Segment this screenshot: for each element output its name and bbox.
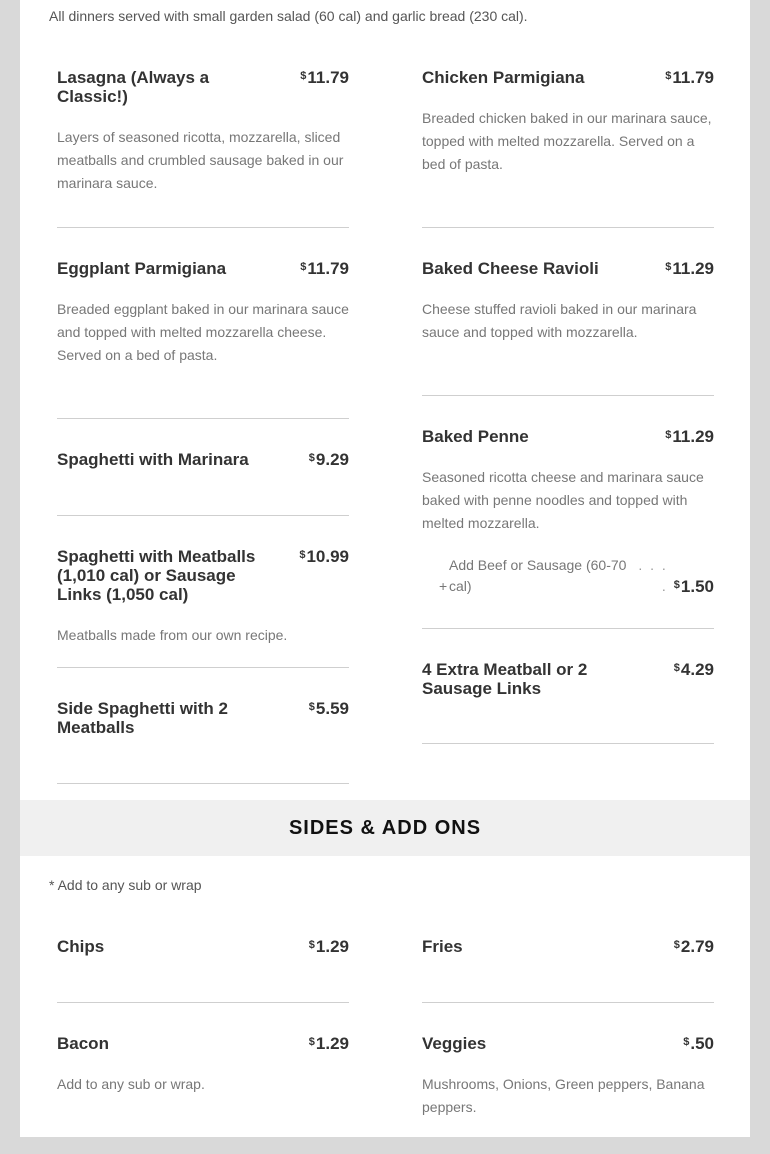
item-price: $11.79	[300, 259, 349, 278]
sides-left-column	[57, 937, 349, 1154]
menu-item[interactable]	[57, 547, 349, 668]
item-price: $9.29	[308, 450, 349, 469]
item-name: Chips	[57, 937, 105, 956]
sides-right-column	[422, 937, 714, 1154]
item-name: Fries	[422, 937, 463, 956]
item-description: Breaded eggplant baked in our marinara sauce and topped with melted mozzarella cheese. Served on a bed of pasta.	[57, 301, 349, 363]
item-price: $2.79	[673, 937, 714, 956]
menu-item[interactable]	[57, 699, 349, 784]
dinners-note: All dinners served with small garden salad (60 cal) and garlic bread (230 cal).	[49, 8, 528, 24]
menu-item[interactable]	[57, 259, 349, 419]
item-price: $.50	[683, 1034, 714, 1053]
item-name: Spaghetti with Meatballs (1,010 cal) or Sausage Links (1,050 cal)	[57, 547, 256, 604]
addon-option[interactable]	[422, 555, 714, 597]
item-description: Mushrooms, Onions, Green peppers, Banana peppers.	[422, 1076, 705, 1115]
section-header	[20, 800, 750, 856]
item-name: Side Spaghetti with 2 Meatballs	[57, 699, 228, 737]
item-description: Layers of seasoned ricotta, mozzarella, sliced meatballs and crumbled sausage baked in our marinara sauce.	[57, 129, 344, 191]
item-name: Baked Penne	[422, 427, 529, 446]
item-description: Cheese stuffed ravioli baked in our marinara sauce and topped with mozzarella.	[422, 301, 697, 340]
item-name: 4 Extra Meatball or 2 Sausage Links	[422, 660, 588, 698]
sides-note: * Add to any sub or wrap	[49, 877, 202, 893]
menu-item[interactable]	[422, 660, 714, 744]
item-description: Seasoned ricotta cheese and marinara sauce baked with penne noodles and topped with melted mozzarella.	[422, 469, 704, 531]
menu-item[interactable]	[57, 1034, 349, 1154]
dinners-left-column	[57, 68, 349, 784]
menu-item[interactable]	[57, 450, 349, 516]
dinners-right-column	[422, 68, 714, 744]
menu-item[interactable]	[57, 937, 349, 1003]
menu-item[interactable]	[422, 427, 714, 629]
item-name: Eggplant Parmigiana	[57, 259, 227, 278]
item-price: $4.29	[673, 660, 714, 679]
item-price: $1.29	[308, 1034, 349, 1053]
item-name: Veggies	[422, 1034, 487, 1053]
menu-item[interactable]	[57, 68, 349, 228]
item-price: $11.79	[665, 68, 714, 87]
item-price: $5.59	[308, 699, 349, 718]
item-description: Breaded chicken baked in our marinara sauce, topped with melted mozzarella. Served on a bed of pasta.	[422, 110, 712, 172]
item-name: Spaghetti with Marinara	[57, 450, 249, 469]
item-price: $11.79	[300, 68, 349, 87]
item-name: Baked Cheese Ravioli	[422, 259, 599, 278]
item-description: Meatballs made from our own recipe.	[57, 627, 288, 643]
plus-icon: +	[439, 578, 448, 594]
item-price: $10.99	[299, 547, 349, 566]
item-description: Add to any sub or wrap.	[57, 1076, 205, 1092]
addon-price: $1.50	[673, 577, 714, 596]
item-price: $11.29	[665, 259, 714, 278]
section-title: SIDES & ADD ONS	[288, 816, 482, 839]
item-price: $11.29	[665, 427, 714, 446]
addon-label: Add Beef or Sausage (60-70 cal)	[449, 557, 627, 594]
menu-item[interactable]	[422, 68, 714, 228]
item-name: Lasagna (Always a Classic!)	[57, 68, 210, 106]
item-price: $1.29	[308, 937, 349, 956]
menu-page	[20, 0, 750, 1137]
menu-item[interactable]	[422, 937, 714, 1003]
menu-item[interactable]	[422, 1034, 714, 1154]
item-name: Chicken Parmigiana	[422, 68, 585, 87]
menu-item[interactable]	[422, 259, 714, 396]
leader-dots: . . . .	[638, 557, 668, 594]
item-name: Bacon	[57, 1034, 109, 1053]
